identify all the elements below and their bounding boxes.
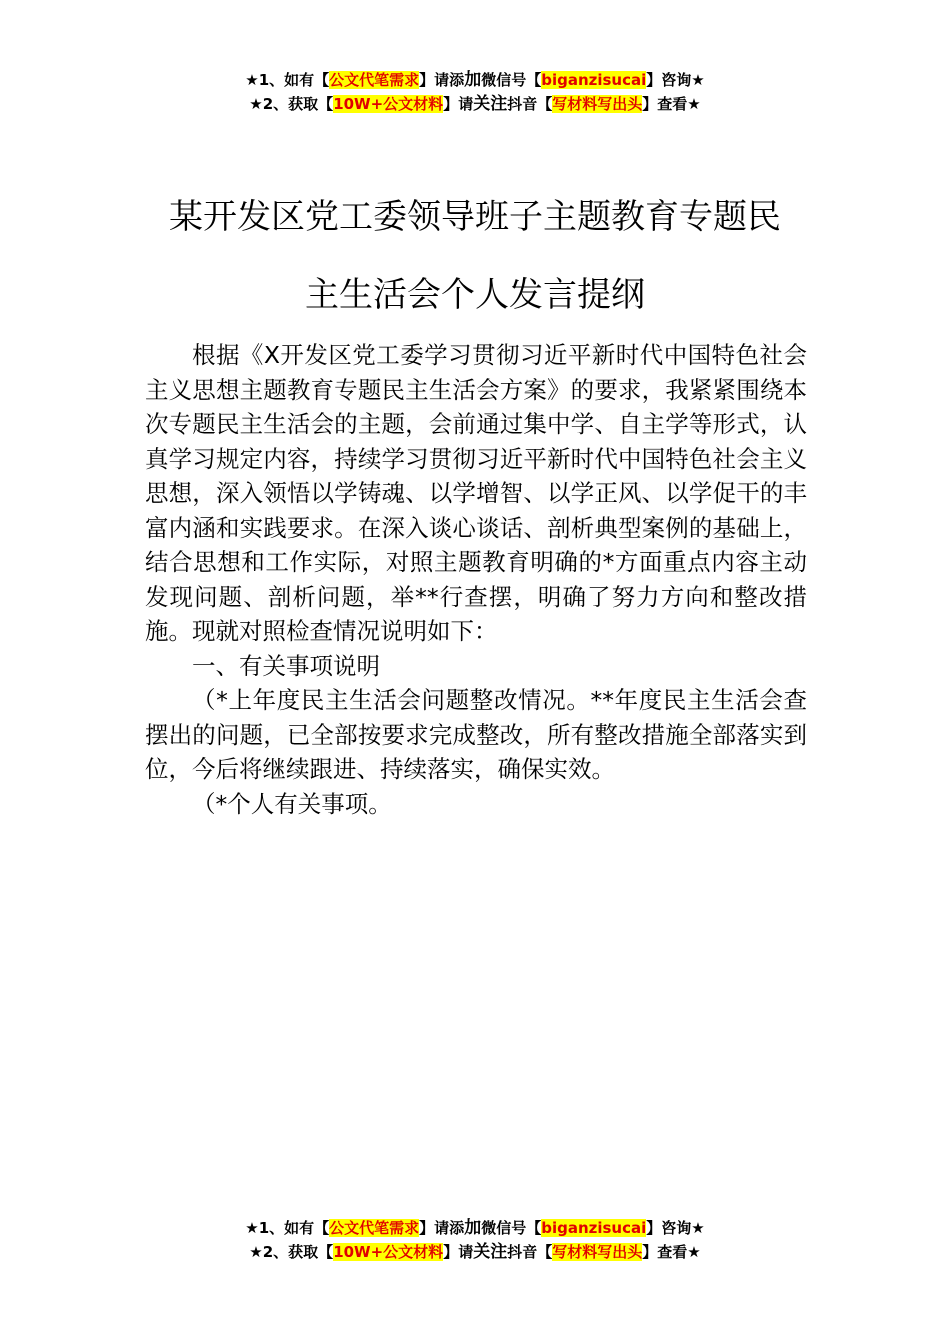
footer-line-1: ★1、如有【公文代笔需求】请添加微信号【biganzisucai】咨询★ [245, 1218, 705, 1238]
highlight-materials: 10W+公文材料 [333, 95, 444, 113]
paragraph-rectification: （*上年度民主生活会问题整改情况。**年度民主生活会查摆出的问题，已全部按要求完成整改，所有整改措施全部落实到位，今后将继续跟进、持续落实，确保实效。 [145, 686, 807, 783]
highlight-wechat-id: biganzisucai [541, 71, 647, 89]
title-line-2: 主生活会个人发言提纲 [305, 275, 645, 315]
intro-paragraph: 根据《X开发区党工委学习贯彻习近平新时代中国特色社会主义思想主题教育专题民主生活会方案》的要求，我紧紧围绕本次专题民主生活会的主题，会前通过集中学、自主学等形式，认真学习规定内容，持续学习贯彻习近平新时代中国特色社会主义思想，深入领悟以学铸魂、以学增智、以学正风、以学促干的丰富内涵和实践要求。在深入谈心谈话、剖析典型案例的基础上，结合思想和工作实际，对照主题教育明确的*方面重点内容主动发现问题、剖析问题，举**行查摆，明确了努力方向和整改措施。现就对照检查情况说明如下： [145, 341, 807, 645]
title-line-1: 某开发区党工委领导班子主题教育专题民 [169, 197, 781, 237]
footer-banner [0, 1216, 950, 1264]
highlight-service: 公文代笔需求 [329, 71, 420, 89]
paragraph-personal-matters: （*个人有关事项。 [192, 789, 392, 818]
document-title [0, 178, 950, 334]
banner-line-2: ★2、获取【10W+公文材料】请关注抖音【写材料写出头】查看★ [249, 94, 701, 114]
section-heading: 一、有关事项说明 [192, 651, 380, 680]
highlight-wechat-id: biganzisucai [541, 1219, 647, 1237]
highlight-service: 公文代笔需求 [329, 1219, 420, 1237]
highlight-materials: 10W+公文材料 [333, 1243, 444, 1261]
highlight-douyin: 写材料写出头 [552, 1243, 643, 1261]
banner-line-1: ★1、如有【公文代笔需求】请添加微信号【biganzisucai】咨询★ [245, 70, 705, 90]
footer-line-2: ★2、获取【10W+公文材料】请关注抖音【写材料写出头】查看★ [249, 1242, 701, 1262]
header-banner [0, 68, 950, 116]
highlight-douyin: 写材料写出头 [552, 95, 643, 113]
document-body [145, 338, 807, 821]
